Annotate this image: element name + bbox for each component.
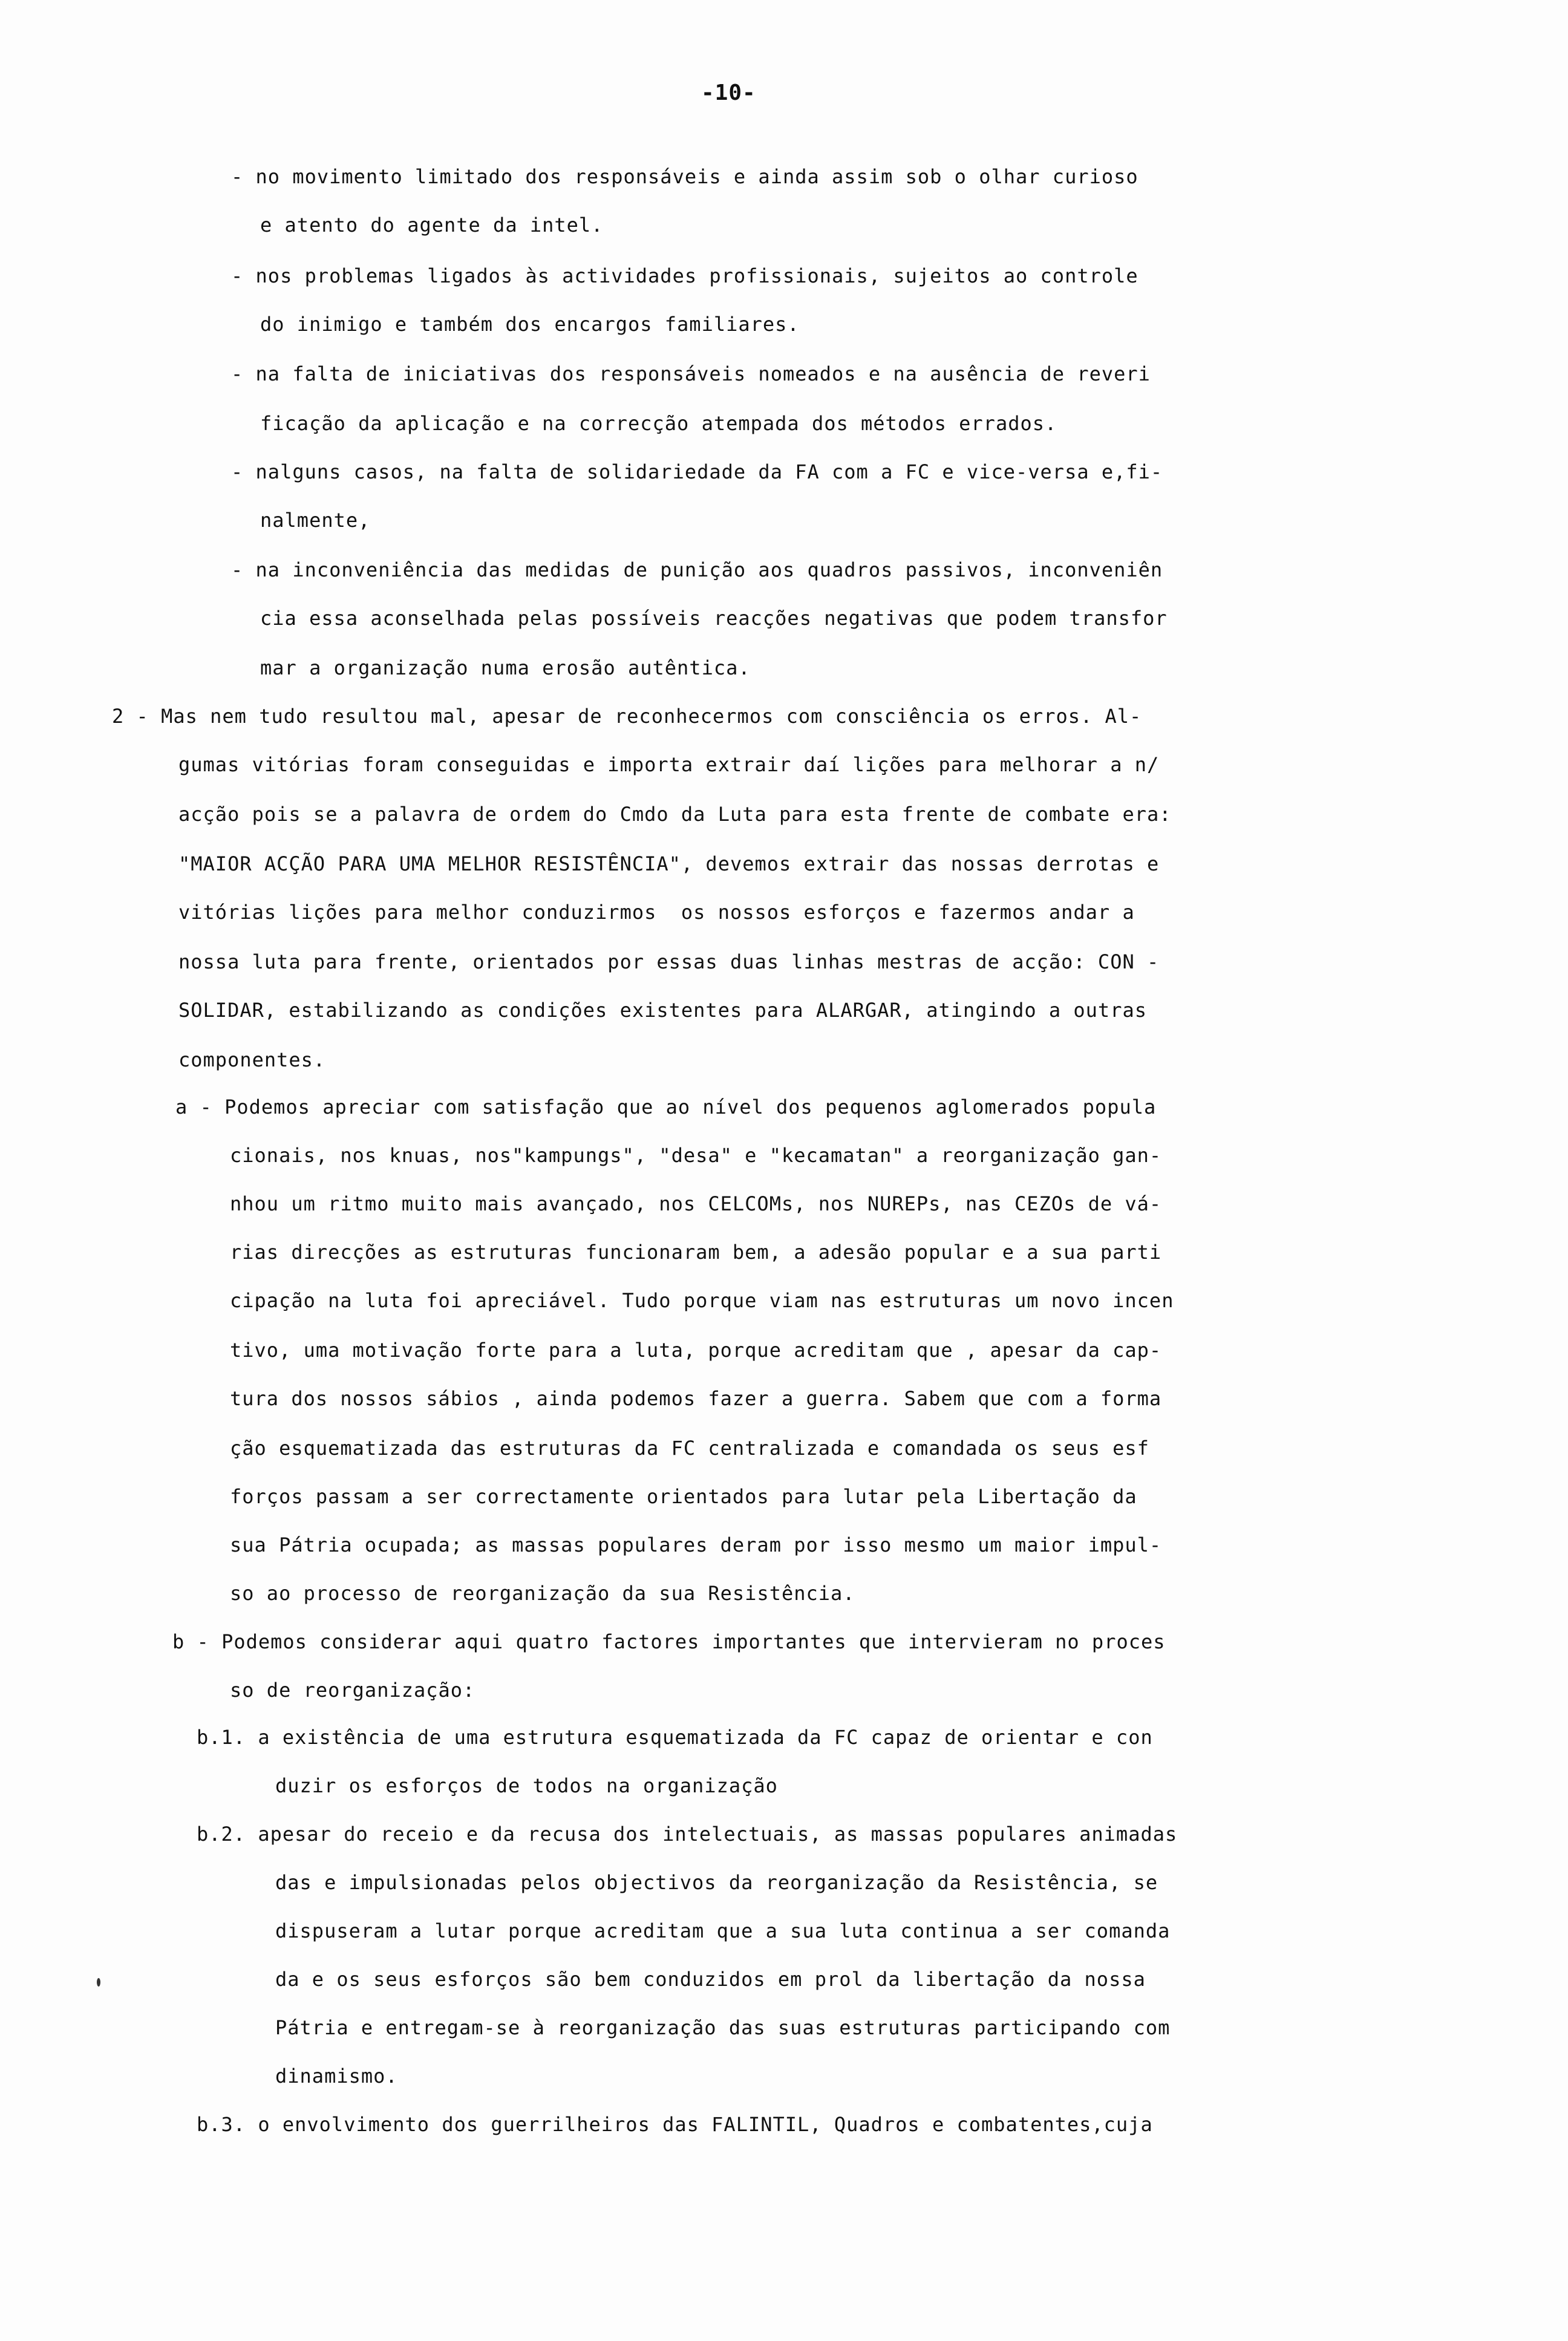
paragraph-line: gumas vitórias foram conseguidas e importa extrair daí lições para melhorar a n/ [178,753,1160,776]
paragraph-line: rias direcções as estruturas funcionaram bem, a adesão popular e a sua parti [230,1241,1162,1264]
list-item: ficação da aplicação e na correcção atempada dos métodos errados. [260,412,1057,435]
list-item: e atento do agente da intel. [260,214,604,237]
list-item: da e os seus esforços são bem conduzidos em prol da libertação da nossa [275,1968,1146,1991]
list-item: do inimigo e também dos encargos familiares. [260,313,800,336]
paragraph-line: so de reorganização: [230,1679,475,1702]
paragraph-line: nossa luta para frente, orientados por essas duas linhas mestras de acção: CON - [178,950,1160,973]
list-item: duzir os esforços de todos na organização [275,1774,778,1797]
paragraph-line: so ao processo de reorganização da sua Resistência. [230,1582,855,1605]
paragraph-line: tivo, uma motivação forte para a luta, porque acreditam que , apesar da cap- [230,1339,1162,1362]
list-item: das e impulsionadas pelos objectivos da reorganização da Resistência, se [275,1871,1158,1894]
paragraph-line: cionais, nos knuas, nos"kampungs", "desa" e "kecamatan" a reorganização gan- [230,1144,1162,1167]
list-item: Pátria e entregam-se à reorganização das suas estruturas participando com [275,2016,1171,2039]
list-item: nalmente, [260,509,371,532]
paragraph-line: tura dos nossos sábios , ainda podemos fazer a guerra. Sabem que com a forma [230,1387,1162,1410]
list-item: dinamismo. [275,2065,398,2088]
list-item: - nalguns casos, na falta de solidariedade da FA com a FC e vice-versa e,fi- [231,460,1163,483]
list-item: b.1. a existência de uma estrutura esquematizada da FC capaz de orientar e con [197,1726,1153,1749]
list-item: b.2. apesar do receio e da recusa dos intelectuais, as massas populares animadas [197,1823,1178,1846]
paragraph-line: "MAIOR ACÇÃO PARA UMA MELHOR RESISTÊNCIA", devemos extrair das nossas derrotas e [178,852,1160,875]
paragraph-line: componentes. [178,1048,326,1071]
list-item: - no movimento limitado dos responsáveis e ainda assim sob o olhar curioso [231,165,1138,188]
paragraph-line: acção pois se a palavra de ordem do Cmdo da Luta para esta frente de combate era: [178,803,1172,826]
list-item: - na inconveniência das medidas de punição aos quadros passivos, inconveniên [231,558,1163,581]
paragraph-line: b - Podemos considerar aqui quatro factores importantes que intervieram no proces [172,1630,1166,1653]
paragraph-line: vitórias lições para melhor conduzirmos os nossos esforços e fazermos andar a [178,901,1135,924]
paragraph-line: 2 - Mas nem tudo resultou mal, apesar de reconhecermos com consciência os erros. Al- [112,705,1142,728]
list-item: dispuseram a lutar porque acreditam que a sua luta continua a ser comanda [275,1919,1171,1942]
paragraph-line: sua Pátria ocupada; as massas populares deram por isso mesmo um maior impul- [230,1533,1162,1556]
list-item: cia essa aconselhada pelas possíveis reacções negativas que podem transfor [260,607,1168,630]
paragraph-line: cipação na luta foi apreciável. Tudo porque viam nas estruturas um novo incen [230,1289,1174,1312]
list-item: mar a organização numa erosão autêntica. [260,656,751,679]
scan-speck [97,1978,100,1987]
list-item: b.3. o envolvimento dos guerrilheiros das FALINTIL, Quadros e combatentes,cuja [197,2113,1153,2136]
list-item: - nos problemas ligados às actividades profissionais, sujeitos ao controle [231,264,1138,287]
paragraph-line: a - Podemos apreciar com satisfação que ao nível dos pequenos aglomerados popula [175,1095,1157,1118]
list-item: - na falta de iniciativas dos responsáveis nomeados e na ausência de reveri [231,362,1151,385]
paragraph-line: SOLIDAR, estabilizando as condições existentes para ALARGAR, atingindo a outras [178,999,1147,1022]
paragraph-line: nhou um ritmo muito mais avançado, nos CELCOMs, nos NUREPs, nas CEZOs de vá- [230,1192,1162,1215]
page-number: -10- [701,80,756,105]
paragraph-line: ção esquematizada das estruturas da FC centralizada e comandada os seus esf [230,1437,1149,1460]
paragraph-line: forços passam a ser correctamente orientados para lutar pela Libertação da [230,1485,1137,1508]
